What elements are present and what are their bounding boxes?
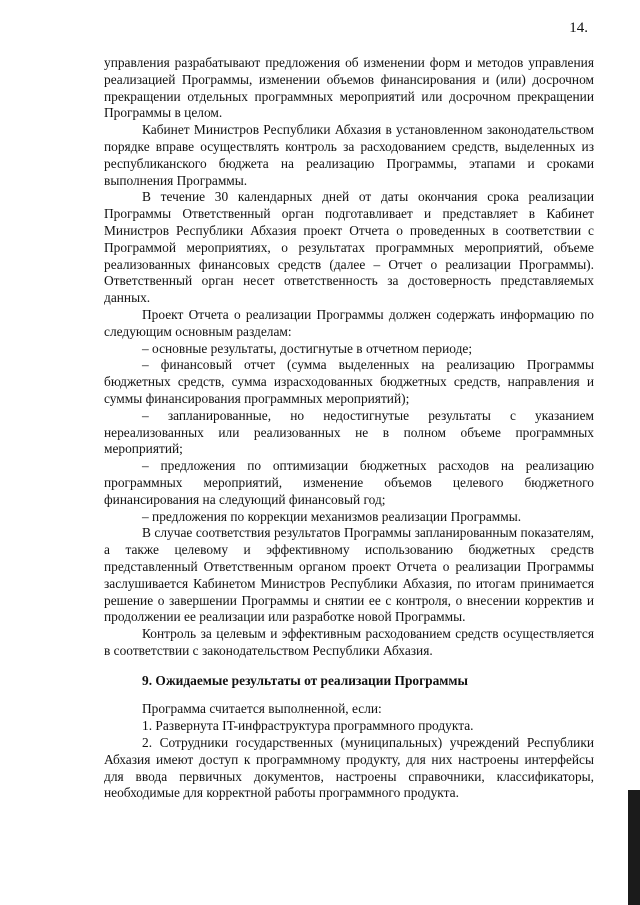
list-item: 2. Сотрудники государственных (муниципальных) учреждений Республики Абхазия имеют доступ к программному продукту, для них настроены интерфейсы для ввода первичных документов, настроены справочники, классификаторы, необходимые для корректной работы программного продукта. (104, 735, 594, 801)
list-item: – предложения по оптимизации бюджетных расходов на реализацию программных мероприятий, изменение объемов целевого бюджетного финансирования на следующий финансовый год; (104, 458, 594, 507)
page-number: 14. (569, 20, 588, 36)
paragraph: В случае соответствия результатов Программы запланированным показателям, а также целевому и эффективному использованию бюджетных средств представленный Ответственным органом проект Отчета о реализации Программы заслушивается Кабинетом Министров Республики Абхазия, по итогам принимается решение о завершении Программы и снятии ее с контроля, о внесении корректив и продолжении ее реализации или разработке новой Программы. (104, 525, 594, 625)
list-item: – предложения по коррекции механизмов реализации Программы. (142, 508, 522, 524)
section-heading: 9. Ожидаемые результаты от реализации Программы (142, 672, 469, 688)
paragraph: Проект Отчета о реализации Программы должен содержать информацию по следующим основным разделам: (104, 306, 594, 339)
scan-edge-mark (628, 790, 640, 905)
list-item: – финансовый отчет (сумма выделенных на реализацию Программы бюджетных средств, сумма израсходованных бюджетных средств, направления и суммы финансирования программных мероприятий); (104, 357, 594, 406)
list-item: 1. Развернута IT-инфраструктура программного продукта. (142, 718, 474, 734)
paragraph: управления разрабатывают предложения об изменении форм и методов управления реализацией Программы, изменении объемов финансирования и (или) досрочном прекращении отдельных программных мероприятий или досрочном прекращении Программы в целом. (104, 55, 594, 121)
list-item: – запланированные, но недостигнутые результаты с указанием нереализованных или реализованных не в полном объеме программных мероприятий; (104, 407, 594, 457)
paragraph: Программа считается выполненной, если: (142, 701, 382, 717)
paragraph: Контроль за целевым и эффективным расходованием средств осуществляется в соответствии с законодательством Республики Абхазия. (104, 626, 594, 658)
paragraph: В течение 30 календарных дней от даты окончания срока реализации Программы Ответственный орган подготавливает и представляет в Кабинет Министров Республики Абхазия проект Отчета о проведенных в соответствии с Программой мероприятиях, о результатах программных мероприятий, объеме реализованных финансовых средств (далее – Отчет о реализации Программы). Ответственный орган несет ответственность за достоверность представляемых данных. (104, 189, 594, 306)
list-item: – основные результаты, достигнутые в отчетном периоде; (142, 340, 473, 356)
paragraph: Кабинет Министров Республики Абхазия в установленном законодательством порядке вправе осуществлять контроль за расходованием средств, выделенных из республиканского бюджета на реализацию Программы, этапами и сроками выполнения Программы. (104, 122, 594, 188)
document-body (104, 55, 594, 802)
